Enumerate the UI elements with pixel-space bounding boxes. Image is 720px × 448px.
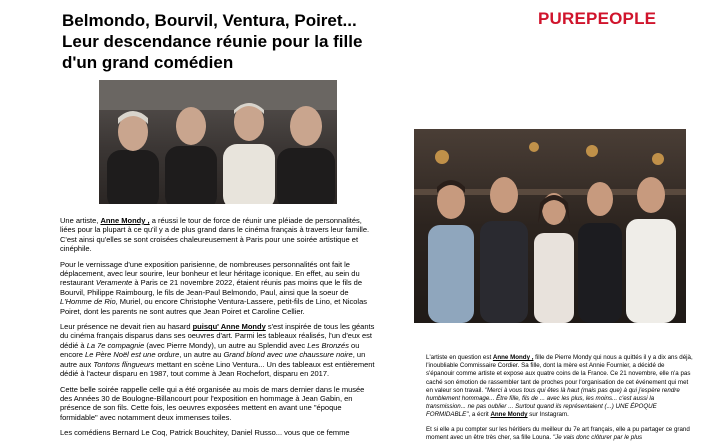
paragraph: Les comédiens Bernard Le Coq, Patrick Bouchitey, Daniel Russo... vous que ce femme: [60, 428, 350, 438]
paragraph: [426, 354, 694, 420]
text: fille de Pierre Mondy qui nous a quittés il y a dix ans déjà, l'inoubliable Commissaire Cordier. Sa fille, dont la mère est Annie Fournier, a décidé de s'épanouir comme artiste et expose aux quatre coins de la France. Ce 21 novembre, elle n'a pas caché son émotion de rassembler tant de proches pour l'organisation de cet événement qui met en valeur son travail.: [426, 354, 693, 394]
film-title: Le Père Noël est une ordure: [85, 350, 180, 360]
text: , Muriel, ou encore Christophe Ventura-Lassere, petit-fils de Lino, et Nicolas Poiret, dont les parents ne sont autres que Jean Poiret et Caroline Cellier.: [60, 297, 368, 316]
brand-logo[interactable]: PUREPEOPLE: [538, 9, 657, 28]
text: L'artiste en question est: [426, 354, 493, 361]
film-title: Grand blond avec une chaussure noire: [223, 350, 353, 360]
person-link[interactable]: Anne Mondy ,: [100, 216, 150, 225]
text: sur Instagram.: [527, 411, 569, 419]
person-link[interactable]: puisqu' Anne Mondy: [192, 322, 266, 332]
film-title: Les Bronzés: [307, 340, 349, 350]
text: Leur présence ne devait rien au hasard: [60, 322, 193, 332]
paragraph: [60, 322, 378, 378]
article-headline: Belmondo, Bourvil, Ventura, Poiret... Leur descendance réunie pour la fille d'un grand comédien: [62, 11, 363, 72]
text: , un autre au: [179, 350, 224, 360]
person-link[interactable]: Anne Mondy ,: [492, 354, 534, 361]
film-title: Tontons flingueurs: [93, 359, 155, 369]
quote: "Merci à vous tous qui êtes là haut (mais pas que) à qui j'espère rendre humblement hommage... Être fille, fils de ... avec les plus, les moins... c'est aussi la transmission... ne pas oublier ... Surtout quand ils représentaient (...) UNE ÉPOQUE FORMIDABLE": [426, 386, 680, 419]
paragraph: [60, 216, 378, 254]
text: s'est inspirée de tous les géants du cinéma français disparus dans ses oeuvres d'art. Parmi les tableaux réalisés, l'un d'eux est dédié à: [60, 322, 375, 350]
group-photo-1: [99, 80, 337, 204]
group-photo-1-illustration: [99, 80, 337, 204]
paragraph: [426, 426, 694, 442]
person-link[interactable]: Anne Mondy: [490, 411, 528, 419]
text: , un autre aux: [60, 350, 366, 369]
text: a réussi le tour de force de réunir une pléiade de personnalités, liées pour la plupart à ce qu'il y a de plus grand dans le cinéma français à travers leur famille. C'est ainsi qu'elles se sont croisées chaleureusement à Paris pour une soirée artistique et cinéphile.: [60, 216, 370, 254]
quote: "Je vais donc clôturer par le plus: [552, 433, 643, 441]
text: mettant en scène Lino Ventura... Un des tableaux est entièrement dédié à l'acteur disparu en 1987, tout comme à Jean Rochefort, disparu en 2017.: [60, 359, 375, 379]
film-title: La 7e compagnie: [86, 340, 145, 350]
venue-name: Veramente: [95, 278, 133, 288]
group-photo-2-illustration: [414, 129, 686, 323]
text: Pour le vernissage d'une exposition parisienne, de nombreuses personnalités ont fait le déplacement, avec leur sourire, leur bonheur et leur héritage iconique. En effet, au sein du restaurant: [60, 259, 360, 288]
text: à Paris ce 21 novembre 2022, étaient réunis pas moins que le fils de Bourvil, Philippe Raimbourg, le fils de Jean-Paul Belmondo, Paul, ainsi que la soeur de: [60, 278, 362, 297]
text: Une artiste,: [60, 216, 101, 225]
article-body: [60, 216, 378, 444]
paragraph: Cette belle soirée rappelle celle qui a été organisée au mois de mars dernier dans le musée des Années 30 de Boulogne-Billancourt pour l'exposition en hommage à Jean Gabin, en présence de son fils. Cette fois, les oeuvres exposées mettent en avant une "époque formidable" avec notamment deux immenses toiles.: [60, 384, 365, 422]
text: ou encore: [60, 340, 360, 360]
text: Et si elle a pu compter sur les héritiers du meilleur du 7e art français, elle a pu partager ce grand moment avec un être très cher, sa fille Louna.: [426, 425, 690, 441]
film-title: L'Homme de Rio: [60, 297, 116, 307]
text: , a écrit: [468, 411, 491, 419]
group-photo-2: [414, 129, 686, 323]
paragraph: [60, 260, 378, 316]
text: (avec Pierre Mondy), un autre au Splendid avec: [144, 340, 308, 350]
photo-caption: [426, 354, 694, 448]
